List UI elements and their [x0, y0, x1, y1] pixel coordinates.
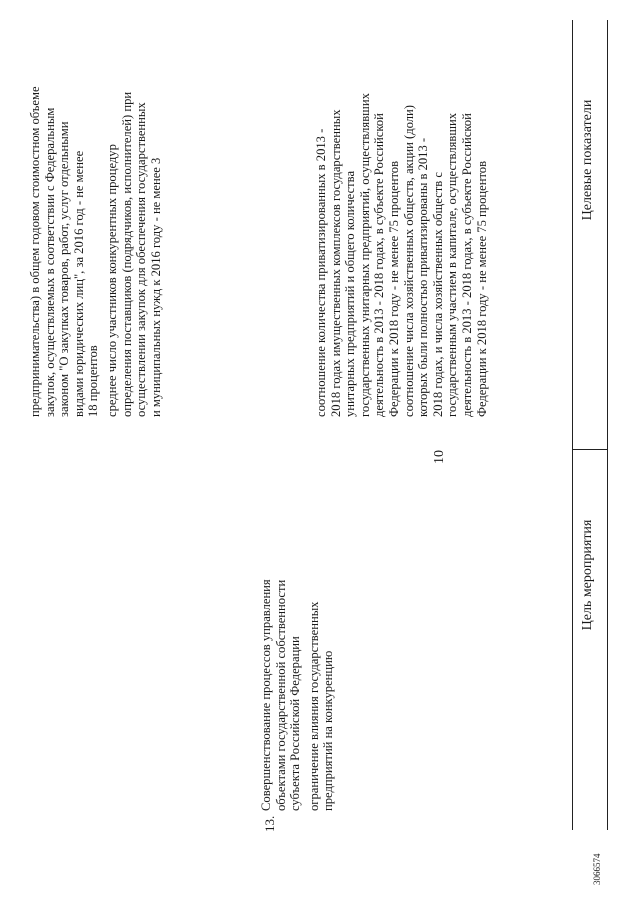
- goal-line: Совершенствование процессов управления: [259, 579, 273, 811]
- text-line: законом "О закупках товаров, работ, услуг отдельными: [57, 121, 72, 417]
- subgoal-line: ограничение влияния государственных: [306, 601, 321, 811]
- text-line: унитарных предприятий и общего количества: [343, 170, 358, 417]
- text-line: которых были полностью приватизированы в 2013 -: [416, 137, 431, 417]
- page-number: 10: [432, 450, 447, 464]
- text-line: соотношение числа хозяйственных обществ, акции (доли): [401, 105, 416, 417]
- header-column-divider: [572, 449, 607, 450]
- text-line: Федерации к 2018 году - не менее 75 процентов: [386, 160, 401, 417]
- text-line: закупок, осуществляемых в соответствии с Федеральным: [42, 107, 57, 417]
- row-goal: [259, 431, 336, 811]
- header-top-rule: [572, 20, 573, 830]
- subgoal-line: предприятий на конкуренцию: [321, 650, 336, 811]
- goal-line: объектами государственной собственности: [273, 579, 288, 811]
- text-line: деятельность в 2013 - 2018 годах, в субъекте Российской: [459, 113, 474, 417]
- continued-indicators: [28, 7, 163, 417]
- text-line: 2018 годах, и числа хозяйственных обществ с: [430, 172, 445, 417]
- text-line: предпринимательства) в общем годовом стоимостном объеме: [28, 86, 42, 417]
- document-code: 3066574: [592, 853, 602, 885]
- text-line: осуществлении закупок для обеспечения государственных: [134, 102, 149, 417]
- goal-line: субъекта Российской Федерации: [288, 636, 303, 811]
- text-line: государственным участием в капитале, осуществлявших: [445, 112, 460, 417]
- text-line: государственных унитарных предприятий, осуществлявших: [357, 93, 372, 417]
- text-line: и муниципальных нужд к 2016 году - не менее 3: [148, 157, 163, 417]
- row-number: 13.: [262, 815, 277, 832]
- row-indicators: [314, 7, 489, 417]
- header-bottom-rule: [607, 20, 608, 830]
- text-line: среднее число участников конкурентных процедур: [104, 144, 119, 417]
- text-line: 2018 годах имущественных комплексов государственных: [328, 109, 343, 417]
- column-header-goal: Цель мероприятия: [580, 519, 595, 631]
- text-line: определения поставщиков (подрядчиков, исполнителей) при: [119, 91, 134, 417]
- text-line: деятельность в 2013 - 2018 годах, в субъекте Российской: [372, 113, 387, 417]
- text-line: Федерации к 2018 году - не менее 75 процентов: [474, 160, 489, 417]
- text-line: 18 процентов: [86, 345, 101, 417]
- text-line: соотношение количества приватизированных в 2013 -: [314, 128, 328, 417]
- text-line: видами юридических лиц", за 2016 год - не менее: [71, 150, 86, 417]
- column-header-indicators: Целевые показатели: [580, 99, 595, 221]
